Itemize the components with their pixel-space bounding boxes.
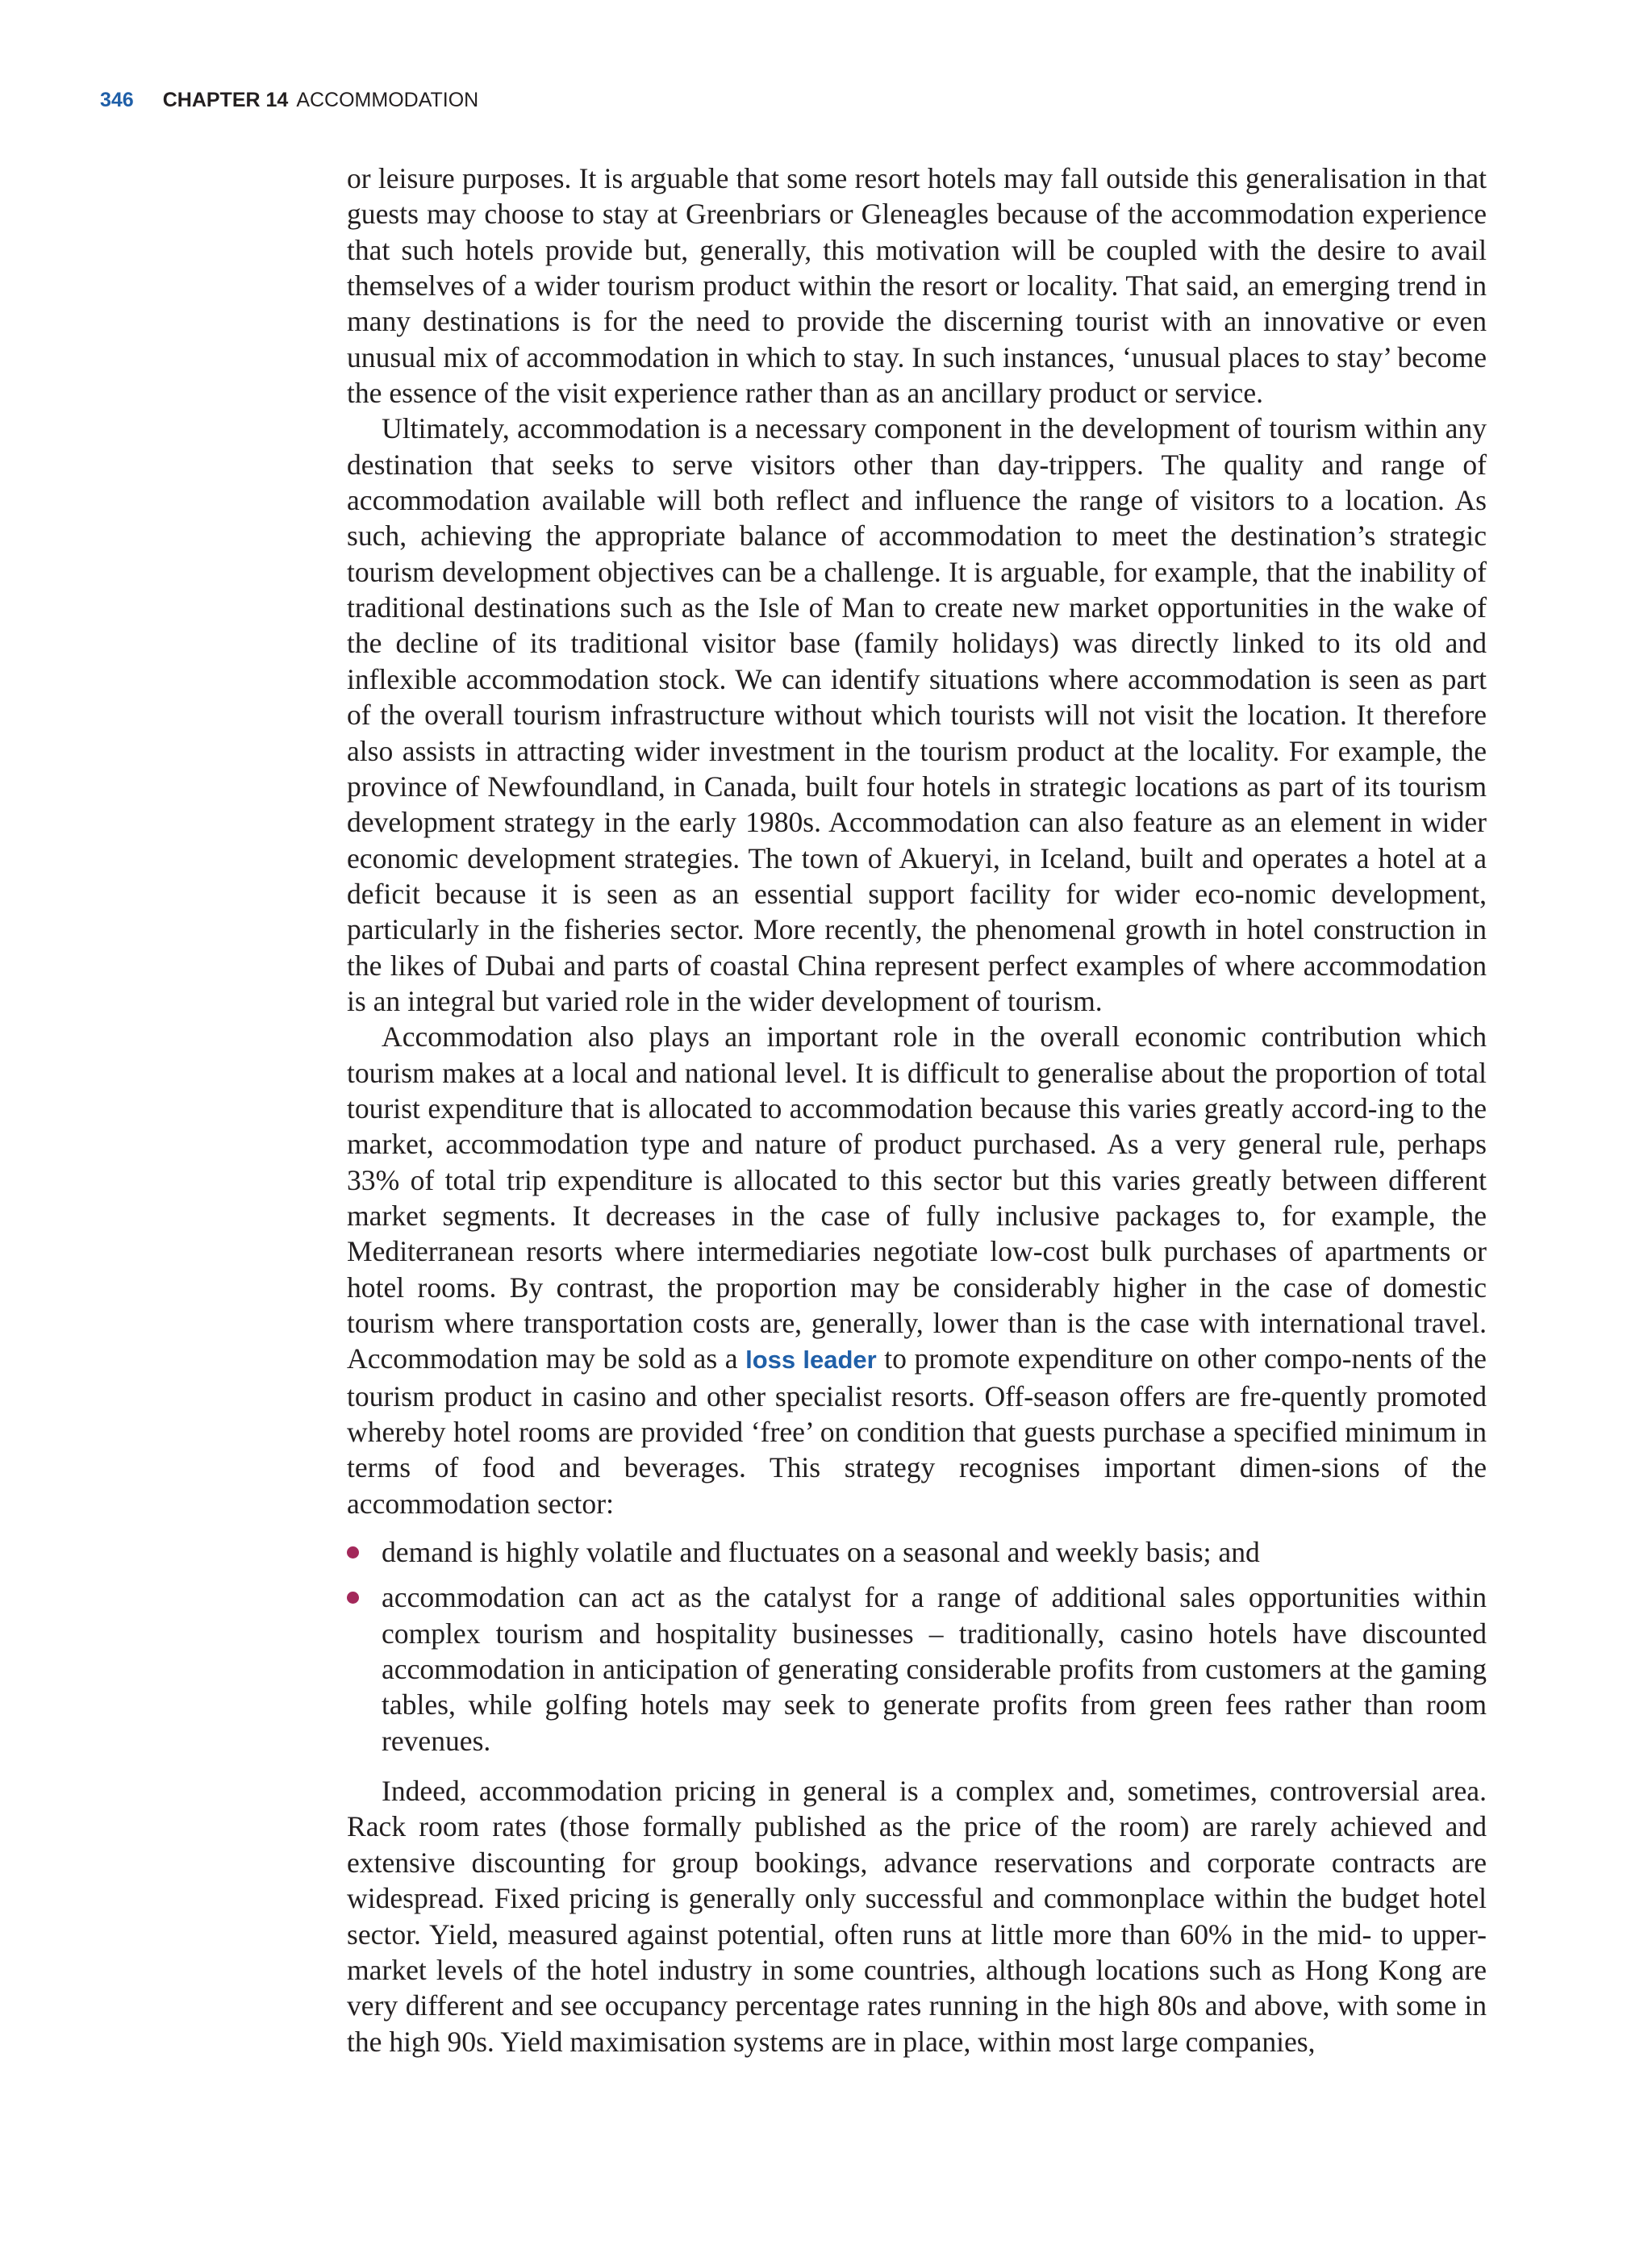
bullet-dot-icon	[347, 1592, 359, 1604]
paragraph-3-text-b: to promote expenditure on other compo-nents of the tourism product in casino and other specialist resorts. Off-season offers are fre-quently promoted whereby hotel rooms are provided ‘free’ on condition that guests purchase a specified minimum in terms of food and beverages. This strategy recognises important dimen-sions of the accommodation sector:	[347, 1342, 1487, 1520]
bullet-item-1	[347, 1534, 1487, 1570]
page-number: 346	[100, 89, 134, 111]
paragraph-4: Indeed, accommodation pricing in general is a complex and, sometimes, controversial area. Rack room rates (those formally published as the price of the room) are rarely achieved and extensive discounting for group bookings, advance reservations and corporate contracts are widespread. Fixed pricing is generally only successful and commonplace within the budget hotel sector. Yield, measured against potential, often runs at little more than 60% in the mid- to upper-market levels of the hotel industry in some countries, although locations such as Hong Kong are very different and see occupancy percentage rates running in the high 80s and above, with some in the high 90s. Yield maximisation systems are in place, within most large companies,	[347, 1775, 1487, 2058]
paragraph-1: or leisure purposes. It is arguable that some resort hotels may fall outside this generalisation in that guests may choose to stay at Greenbriars or Gleneagles because of the accommodation experience that such hotels provide but, generally, this motivation will be coupled with the desire to avail themselves of a wider tourism product within the resort or locality. That said, an emerging trend in many destinations is for the need to provide the discerning tourist with an innovative or even unusual mix of accommodation in which to stay. In such instances, ‘unusual places to stay’ become the essence of the visit experience rather than as an ancillary product or service.	[347, 162, 1487, 410]
paragraph-3-text-a: Accommodation also plays an important role in the overall economic contribution which tourism makes at a local and national level. It is difficult to generalise about the proportion of total tourist expenditure that is allocated to accommodation because this varies greatly accord-ing to the market, accommodation type and nature of product purchased. As a very general rule, perhaps 33% of total trip expenditure is allocated to this sector but this varies greatly between different market segments. It decreases in the case of fully inclusive packages to, for example, the Mediterranean resorts where intermediaries negotiate low-cost bulk purchases of apartments or hotel rooms. By contrast, the proportion may be considerably higher in the case of domestic tourism where transportation costs are, generally, lower than is the case with international travel. Accommodation may be sold as a	[347, 1020, 1487, 1375]
chapter-title: ACCOMMODATION	[296, 89, 479, 111]
chapter-label: CHAPTER 14	[162, 89, 289, 111]
bullet-item-2	[347, 1579, 1487, 1759]
body-text	[347, 161, 1487, 2059]
paragraph-3	[347, 1019, 1487, 1521]
bullet-dot-icon	[347, 1546, 359, 1559]
paragraph-2: Ultimately, accommodation is a necessary component in the development of tourism within any destination that seeks to serve visitors other than day-trippers. The quality and range of accommodation available will both reflect and influence the range of visitors to a location. As such, achieving the appropriate balance of accommodation to meet the destination’s strategic tourism development objectives can be a challenge. It is arguable, for example, that the inability of traditional destinations such as the Isle of Man to create new market opportunities in the wake of the decline of its traditional visitor base (family holidays) was directly linked to its old and inflexible accommodation stock. We can identify situations where accommodation is seen as part of the overall tourism infrastructure without which tourists will not visit the location. It therefore also assists in attracting wider investment in the tourism product at the locality. For example, the province of Newfoundland, in Canada, built four hotels in strategic locations as part of its tourism development strategy in the early 1980s. Accommodation can also feature as an element in wider economic development strategies. The town of Akueryi, in Iceland, built and operates a hotel at a deficit because it is seen as an essential support facility for wider eco-nomic development, particularly in the fisheries sector. More recently, the phenomenal growth in hotel construction in the likes of Dubai and parts of coastal China represent perfect examples of where accommodation is an integral but varied role in the wider development of tourism.	[347, 412, 1487, 1017]
running-header	[100, 89, 478, 121]
bullet-text-2: accommodation can act as the catalyst for a range of additional sales opportunities within complex tourism and hospitality businesses – traditionally, casino hotels have discounted accommodation in anticipation of generating considerable profits from customers at the gaming tables, while golfing hotels may seek to generate profits from green fees rather than room revenues.	[382, 1581, 1487, 1757]
bullet-text-1: demand is highly volatile and fluctuates on a seasonal and weekly basis; and	[382, 1536, 1260, 1569]
keyword-loss-leader: loss leader	[745, 1346, 877, 1375]
bullet-list	[347, 1534, 1487, 1759]
